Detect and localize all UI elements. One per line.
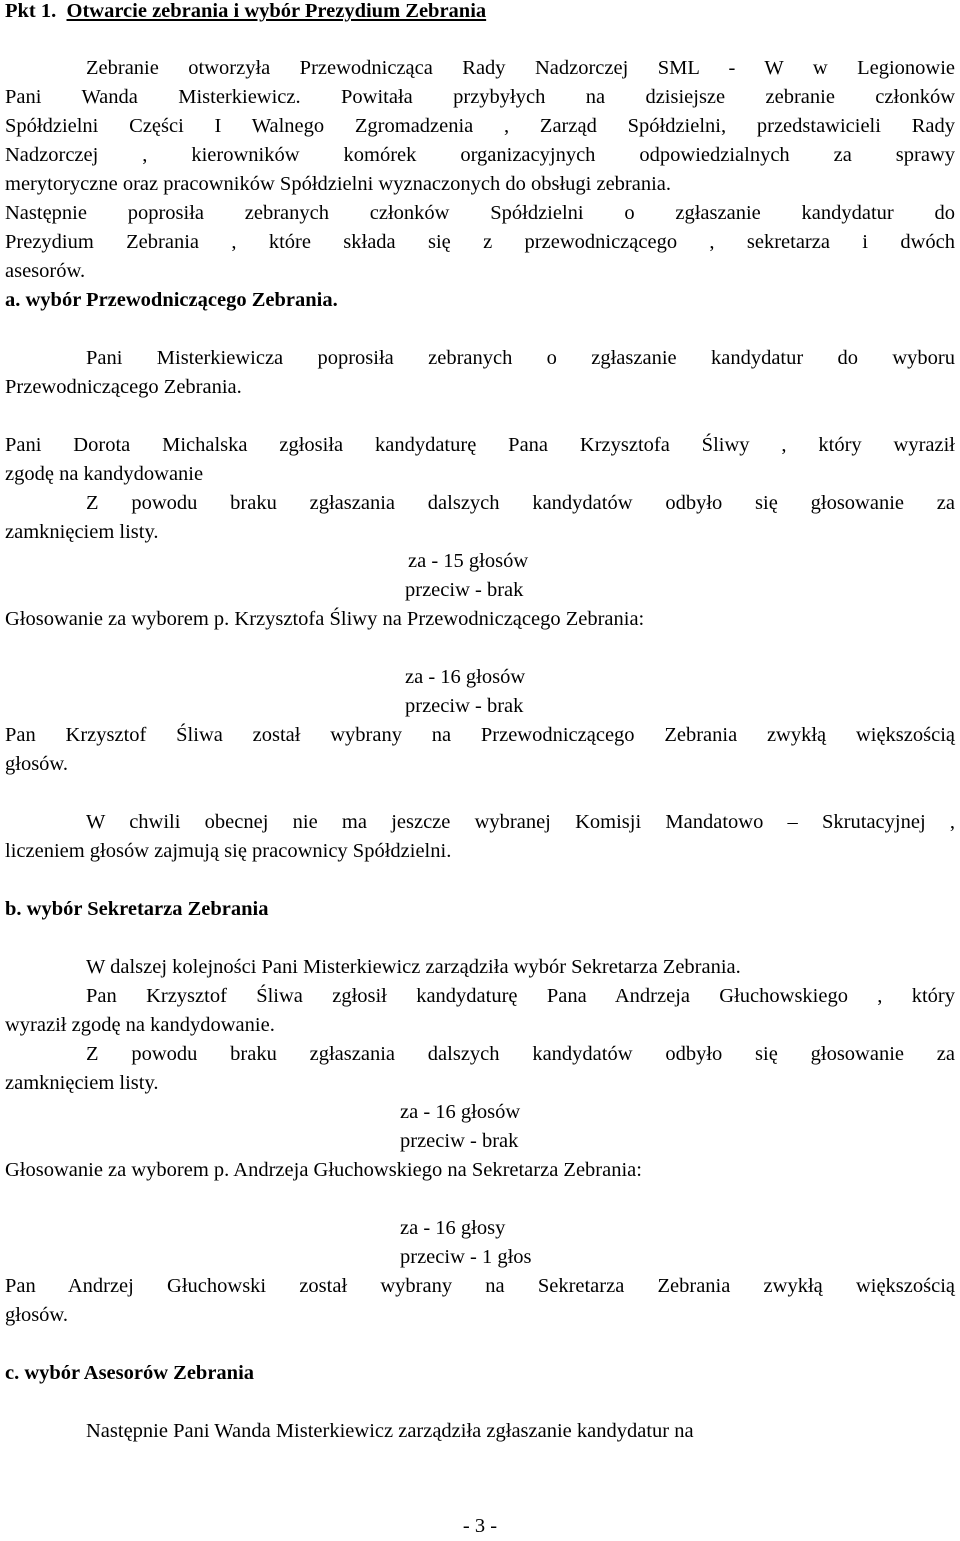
section-c-text: Następnie Pani Wanda Misterkiewicz zarządziła zgłaszanie kandydatur na (86, 1420, 694, 1442)
section-b-order: W dalszej kolejności Pani Misterkiewicz zarządziła wybór Sekretarza Zebrania. (86, 956, 741, 978)
section-b-vote2-przeciw: przeciw - 1 głos (400, 1246, 532, 1268)
section-a-result-2: głosów. (5, 753, 69, 775)
section-a-nomination-2: zgodę na kandydowanie (5, 463, 204, 485)
section-b-vote1-przeciw: przeciw - brak (400, 1130, 519, 1152)
section-b-title: b. wybór Sekretarza Zebrania (5, 898, 269, 920)
section-b-vote-title: Głosowanie za wyborem p. Andrzeja Głuchowskiego na Sekretarza Zebrania: (5, 1159, 642, 1181)
point-label: Pkt 1. (5, 0, 57, 22)
section-a-closing-1: Z powodu braku zgłaszania dalszych kandydatów odbyło się głosowanie za (86, 492, 955, 514)
section-b-nomination-1: Pan Krzysztof Śliwa zgłosił kandydaturę Pana Andrzeja Głuchowskiego , który (86, 985, 955, 1007)
section-a-note-1: W chwili obecnej nie ma jeszcze wybranej Komisji Mandatowo – Skrutacyjnej , (86, 811, 955, 833)
section-b-nomination-2: wyraził zgodę na kandydowanie. (5, 1014, 275, 1036)
intro-line-1: Zebranie otworzyła Przewodnicząca Rady Nadzorczej SML - W w Legionowie (86, 57, 955, 79)
section-b-vote2-za: za - 16 głosy (400, 1217, 506, 1239)
section-b-closing-1: Z powodu braku zgłaszania dalszych kandydatów odbyło się głosowanie za (86, 1043, 955, 1065)
intro-line-4: Nadzorczej , kierowników komórek organizacyjnych odpowiedzialnych za sprawy (5, 144, 955, 166)
document-page (5, 0, 955, 1537)
section-a-vote2-za: za - 16 głosów (405, 666, 526, 688)
section-a-nomination-1: Pani Dorota Michalska zgłosiła kandydaturę Pana Krzysztofa Śliwy , który wyraził (5, 434, 955, 456)
section-heading (5, 0, 486, 26)
intro-line-8: asesorów. (5, 260, 86, 282)
section-a-vote1-przeciw: przeciw - brak (405, 579, 524, 601)
page-number: - 3 - (462, 1515, 498, 1537)
intro-line-7: Prezydium Zebrania , które składa się z przewodniczącego , sekretarza i dwóch (5, 231, 955, 253)
section-b-result-2: głosów. (5, 1304, 69, 1326)
section-b-closing-2: zamknięciem listy. (5, 1072, 159, 1094)
section-a-note-2: liczeniem głosów zajmują się pracownicy Spółdzielni. (5, 840, 452, 862)
intro-line-2: Pani Wanda Misterkiewicz. Powitała przybyłych na dzisiejsze zebranie członków (5, 86, 955, 108)
intro-line-6: Następnie poprosiła zebranych członków Spółdzielni o zgłaszanie kandydatur do (5, 202, 955, 224)
section-a-request-1: Pani Misterkiewicza poprosiła zebranych o zgłaszanie kandydatur do wyboru (86, 347, 955, 369)
section-b-result-1: Pan Andrzej Głuchowski został wybrany na Sekretarza Zebrania zwykłą większością (5, 1275, 955, 1297)
section-a-result-1: Pan Krzysztof Śliwa został wybrany na Przewodniczącego Zebrania zwykłą większością (5, 724, 955, 746)
intro-line-5: merytoryczne oraz pracowników Spółdzielni wyznaczonych do obsługi zebrania. (5, 173, 672, 195)
intro-line-3: Spółdzielni Części I Walnego Zgromadzenia , Zarząd Spółdzielni, przedstawicieli Rady (5, 115, 955, 137)
section-a-request-2: Przewodniczącego Zebrania. (5, 376, 242, 398)
section-a-title: a. wybór Przewodniczącego Zebrania. (5, 289, 338, 311)
point-title: Otwarcie zebrania i wybór Prezydium Zebrania (66, 0, 487, 22)
section-c-title: c. wybór Asesorów Zebrania (5, 1362, 255, 1384)
section-a-closing-2: zamknięciem listy. (5, 521, 159, 543)
section-a-vote2-przeciw: przeciw - brak (405, 695, 524, 717)
section-a-vote-title: Głosowanie za wyborem p. Krzysztofa Śliwy na Przewodniczącego Zebrania: (5, 608, 645, 630)
section-a-vote1-za: za - 15 głosów (408, 550, 529, 572)
section-b-vote1-za: za - 16 głosów (400, 1101, 521, 1123)
